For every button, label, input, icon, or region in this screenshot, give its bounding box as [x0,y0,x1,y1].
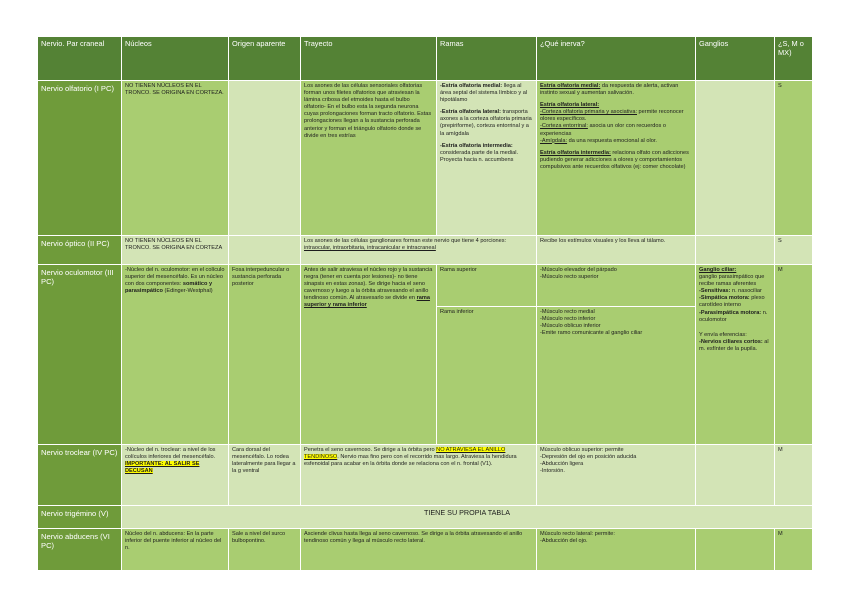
origen-olfatorio [229,81,301,236]
trayecto-oculomotor: Antes de salir atraviesa el núcleo rojo y la sustancia negra (tener en cuenta por lesiones)- no tiene sinapsis en estas zonas). Se dirige hacia el seno cavernoso y luego a la órbita atravesando el anillo tendinoso común. Al atravesarlo se divide en rama superior y rama inferior [301,265,437,445]
origen-optico [229,236,301,265]
rama-superior: Rama superior [437,265,537,307]
inerva-medial: Estría olfatoria medial: da respuesta de alerta, activan instinto sexual y aumentan salivación. [540,83,679,97]
trigemino-note: TIENE SU PROPIA TABLA [122,506,813,529]
rama-lateral: -Estría olfatoria lateral: transporta axones a la corteza olfatoria primaria (prepiriforme), corteza entorrinal y a la amígdala [440,109,532,137]
row-olfatorio [38,81,813,236]
rama-medial: -Estría olfatoria medial: llega al área septal del sistema límbico y al hipotálamo [440,83,528,104]
trayecto-troclear: Penetra el seno cavernoso. Se dirige a la órbita pero NO ATRAVIESA EL ANILLO TENDINOSO. Nervio mas fino pero con el recorrido mas largo. Atraviesa la hendidura esfenoidal para acabar en la órbita donde se relaciona con el n. frontal (V1). [301,445,537,506]
inerva-rama-superior: -Músculo elevador del párpado -Músculo recto superior [537,265,696,307]
nerve-name-optico: Nervio óptico (II PC) [38,236,122,265]
nerve-name-troclear: Nervio troclear (IV PC) [38,445,122,506]
header-nervio: Nervio. Par craneal [38,37,122,81]
tipo-oculomotor: M [775,265,813,445]
inerva-intermedia: Estría olfatoria intermedia: relaciona olfato con adicciones pudiendo generar adicciones a olores y comportamientos compulsivos ante recuerdos olfativos (ej: comer chocolate) [540,149,689,170]
inerva-optico: Recibe los estímulos visuales y los lleva al tálamo. [537,236,696,265]
ganglios-optico [696,236,775,265]
origen-troclear: Cara dorsal del mesencéfalo. Lo rodea lateralmente para llegar a la g ventral [229,445,301,506]
row-troclear [38,445,813,506]
header-ganglios: Ganglios [696,37,775,81]
tipo-olfatorio: S [775,81,813,236]
ramas-olfatorio [437,81,537,236]
tipo-troclear: M [775,445,813,506]
header-inerva: ¿Qué inerva? [537,37,696,81]
inerva-abducens: Músculo recto lateral: permite: -Abducción del ojo. [537,529,696,571]
row-trigemino [38,506,813,529]
trayecto-optico: Los axones de las células ganglionares forman este nervio que tiene 4 porciones: intraocular, intraorbitaria, intracanicular e intracraneal [301,236,537,265]
ganglio-ciliar: Ganglio ciliar: ganglio parasimpático que recibe ramas aferentes -Sensitivas: n. nasociliar -Simpática motora: plexo carotídeo interno -Parasimpática motora: n. oculomotor Y envía eferencias: -Nervios ciliares cortos: al m. esfínter de la pupila. [696,265,775,445]
header-trayecto: Trayecto [301,37,437,81]
nerve-name-olfatorio: Nervio olfatorio (I PC) [38,81,122,236]
row-oculomotor-sup [38,265,813,307]
header-nucleos: Núcleos [122,37,229,81]
inerva-troclear: Músculo oblicuo superior: permite -Depresión del ojo en posición aducida -Abducción ligera -Intorsión. [537,445,696,506]
table-header-row [38,37,813,81]
inerva-lateral: Estría olfatoria lateral: -Corteza olfatoria primaria y asociativa: permite reconocer olores específicos. -Corteza entorrinal: asocia un olor con recuerdos o experiencias -Amígdala: da una respuesta emocional al olor. [540,102,684,144]
ganglios-troclear [696,445,775,506]
row-abducens [38,529,813,571]
nucleos-optico: NO TIENEN NÚCLEOS EN EL TRONCO. SE ORIGINA EN CORTEZA [122,236,229,265]
cranial-nerves-table [37,36,813,571]
nucleos-olfatorio: NO TIENEN NÚCLEOS EN EL TRONCO. SE ORIGINA EN CORTEZA. [122,81,229,236]
nerve-name-abducens: Nervio abducens (VI PC) [38,529,122,571]
inerva-olfatorio [537,81,696,236]
origen-abducens: Sale a nivel del surco bulbopontino. [229,529,301,571]
header-origen: Origen aparente [229,37,301,81]
row-optico [38,236,813,265]
origen-oculomotor: Fosa interpeduncular o sustancia perforada posterior [229,265,301,445]
tipo-abducens: M [775,529,813,571]
tipo-optico: S [775,236,813,265]
trayecto-abducens: Asciende clivus hasta llega al seno cavernoso. Se dirige a la órbita atravesando el anillo tendinoso común y llega al músculo recto lateral. [301,529,537,571]
rama-intermedia: -Estría olfatoria intermedia: considerada parte de la medial. Proyecta hacia n. accumbens [440,142,519,163]
nucleos-abducens: Núcleo del n. abducens: En la parte inferior del puente inferior al núcleo del n. [122,529,229,571]
ganglios-olfatorio [696,81,775,236]
rama-inferior: Rama inferior [437,307,537,445]
header-tipo: ¿S, M o MX) [775,37,813,81]
nerve-name-trigemino: Nervio trigémino (V) [38,506,122,529]
trayecto-olfatorio: Los axones de las células sensoriales olfatorias forman unos filetes olfatorios que atraviesan la lámina cribosa del etmoides hasta el bulbo olfatorio- En el bulbo esta la segunda neurona cuyas prolongaciones forman tracto olfatorio. Estas prolongaciones llegan a la sustancia perforada anterior y forman el triángulo olfatorio donde se divide en tres estrías [301,81,437,236]
nucleos-oculomotor: -Núcleo del n. oculomotor: en el colículo superior del mesencéfalo. Es un núcleo con dos componentes: somático y parasimpático (Edinger-Westphal) [122,265,229,445]
nucleos-troclear: -Núcleo del n. troclear: a nivel de los colículos inferiores del mesencéfalo. IMPORTANTE: AL SALIR SE DECUSAN [122,445,229,506]
header-ramas: Ramas [437,37,537,81]
ganglios-abducens [696,529,775,571]
inerva-rama-inferior: -Músculo recto medial -Músculo recto inferior -Músculo oblicuo inferior -Emite ramo comunicante al ganglio ciliar [537,307,696,445]
nerve-name-oculomotor: Nervio oculomotor (III PC) [38,265,122,445]
